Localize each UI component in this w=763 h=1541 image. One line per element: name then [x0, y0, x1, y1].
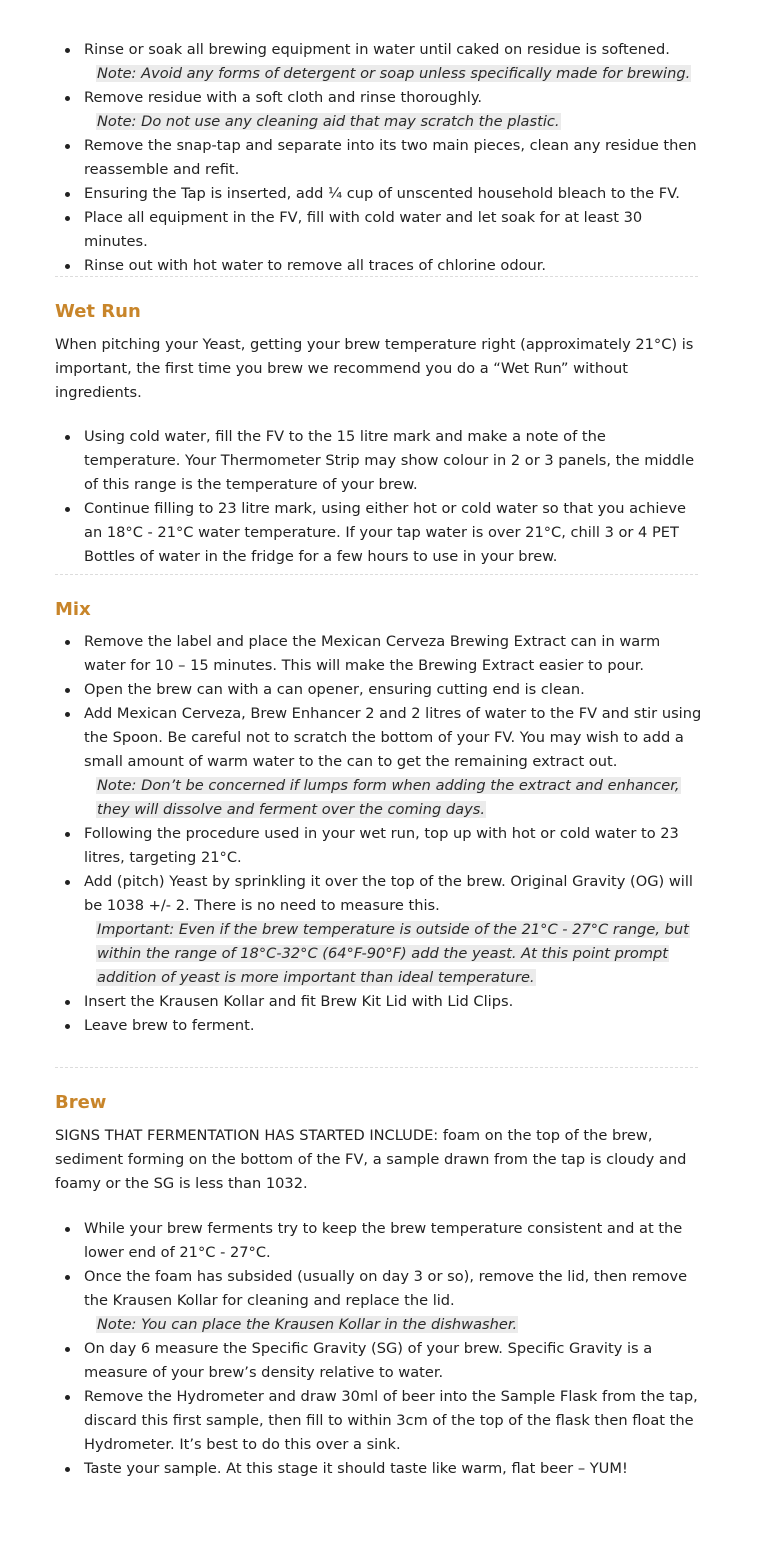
cleaning-list [55, 38, 705, 278]
brew-section [55, 1091, 705, 1481]
mix-section [55, 598, 705, 1038]
list-item [55, 822, 705, 870]
list-item [55, 38, 705, 86]
list-item [55, 630, 705, 678]
section-divider [55, 276, 698, 277]
list-item-text: Remove the snap-tap and separate into its two main pieces, clean any residue then reassemble and refit. [84, 137, 697, 178]
list-item-text: Add (pitch) Yeast by sprinkling it over the top of the brew. Original Gravity (OG) will be 1038 +/- 2. There is no need to measure this. [84, 873, 693, 914]
list-item-text: Remove the label and place the Mexican Cerveza Brewing Extract can in warm water for 10 – 15 minutes. This will make the Brewing Extract easier to pour. [84, 633, 661, 674]
list-item-note: Note: Don’t be concerned if lumps form when adding the extract and enhancer, they will dissolve and ferment over the coming days. [97, 777, 680, 818]
list-item-text: Continue filling to 23 litre mark, using either hot or cold water so that you achieve an 18°C - 21°C water temperature. If your tap water is over 21°C, chill 3 or 4 PET Bottles of water in the fridge for a few hours to use in your brew. [84, 500, 686, 565]
list-item-note: Important: Even if the brew temperature is outside of the 21°C - 27°C range, but within the range of 18°C-32°C (64°F-90°F) add the yeast. At this point prompt addition of yeast is more important than ideal temperature. [97, 921, 689, 986]
list-item [55, 182, 705, 206]
list-item-text: Using cold water, fill the FV to the 15 litre mark and make a note of the temperature. Your Thermometer Strip may show colour in 2 or 3 panels, the middle of this range is the temperature of your brew. [84, 428, 695, 493]
list-item-text: Once the foam has subsided (usually on day 3 or so), remove the lid, then remove the Krausen Kollar for cleaning and replace the lid. [84, 1268, 688, 1309]
brew-heading: Brew [55, 1092, 107, 1113]
list-item [55, 254, 705, 278]
mix-list [55, 630, 705, 1038]
list-item [55, 497, 705, 569]
list-item-text: Following the procedure used in your wet run, top up with hot or cold water to 23 litres, targeting 21°C. [84, 825, 679, 866]
list-item-note: Note: You can place the Krausen Kollar in the dishwasher. [97, 1316, 518, 1333]
list-item-text: Remove residue with a soft cloth and rinse thoroughly. [84, 89, 483, 106]
list-item-note: Note: Avoid any forms of detergent or soap unless specifically made for brewing. [97, 65, 691, 82]
wet-run-heading: Wet Run [55, 301, 141, 322]
cleaning-section [55, 38, 705, 278]
list-item-text: While your brew ferments try to keep the brew temperature consistent and at the lower end of 21°C - 27°C. [84, 1220, 683, 1261]
list-item [55, 1337, 705, 1385]
wet-run-intro: When pitching your Yeast, getting your brew temperature right (approximately 21°C) is important, the first time you brew we recommend you do a “Wet Run” without ingredients. [55, 336, 694, 401]
list-item-text: Ensuring the Tap is inserted, add ¼ cup of unscented household bleach to the FV. [84, 185, 680, 202]
section-divider [55, 1067, 698, 1068]
section-divider [55, 574, 698, 575]
mix-heading: Mix [55, 599, 91, 620]
list-item [55, 678, 705, 702]
brew-list [55, 1217, 705, 1481]
wet-run-section [55, 300, 705, 569]
list-item [55, 870, 705, 990]
list-item [55, 702, 705, 822]
list-item-text: Taste your sample. At this stage it should taste like warm, flat beer – YUM! [84, 1460, 628, 1477]
list-item-text: Rinse out with hot water to remove all traces of chlorine odour. [84, 257, 547, 274]
list-item-text: Open the brew can with a can opener, ensuring cutting end is clean. [84, 681, 585, 698]
list-item-text: Leave brew to ferment. [84, 1017, 255, 1034]
list-item-text: On day 6 measure the Specific Gravity (SG) of your brew. Specific Gravity is a measure of your brew’s density relative to water. [84, 1340, 653, 1381]
list-item [55, 134, 705, 182]
list-item-text: Rinse or soak all brewing equipment in water until caked on residue is softened. [84, 41, 670, 58]
list-item [55, 1457, 705, 1481]
list-item-text: Add Mexican Cerveza, Brew Enhancer 2 and 2 litres of water to the FV and stir using the Spoon. Be careful not to scratch the bottom of your FV. You may wish to add a small amount of warm water to the can to get the remaining extract out. [84, 705, 702, 770]
list-item [55, 1265, 705, 1337]
list-item-note: Note: Do not use any cleaning aid that may scratch the plastic. [97, 113, 560, 130]
list-item [55, 86, 705, 134]
list-item [55, 1217, 705, 1265]
list-item-text: Insert the Krausen Kollar and fit Brew Kit Lid with Lid Clips. [84, 993, 514, 1010]
list-item-text: Place all equipment in the FV, fill with cold water and let soak for at least 30 minutes. [84, 209, 643, 250]
list-item [55, 990, 705, 1014]
wet-run-list [55, 425, 705, 569]
brew-intro: SIGNS THAT FERMENTATION HAS STARTED INCLUDE: foam on the top of the brew, sediment forming on the bottom of the FV, a sample drawn from the tap is cloudy and foamy or the SG is less than 1032. [55, 1127, 687, 1192]
list-item [55, 425, 705, 497]
list-item [55, 206, 705, 254]
list-item [55, 1014, 705, 1038]
list-item [55, 1385, 705, 1457]
list-item-text: Remove the Hydrometer and draw 30ml of beer into the Sample Flask from the tap, discard this first sample, then fill to within 3cm of the top of the flask then float the Hydrometer. It’s best to do this over a sink. [84, 1388, 698, 1453]
